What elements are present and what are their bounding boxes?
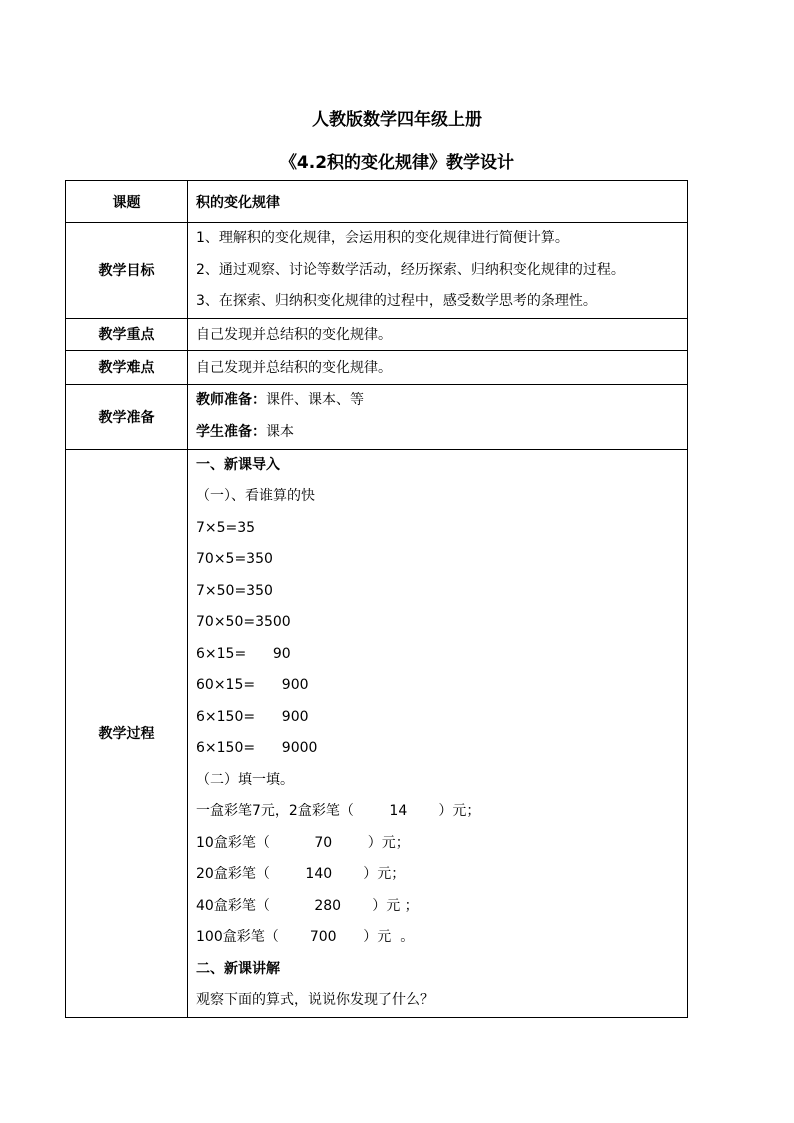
equation: 70×5=350	[196, 551, 273, 567]
equation: 6×15= 90	[196, 645, 291, 662]
part2-title: （二）填一填。	[196, 771, 294, 788]
section2-title: 二、新课讲解	[196, 960, 280, 977]
fill-item: 100盒彩笔（ 700 ）元 。	[196, 929, 415, 945]
preparation-content	[188, 384, 688, 449]
goals-label: 教学目标	[66, 223, 188, 319]
preparation-label: 教学准备	[66, 384, 188, 449]
equation: 7×5=35	[196, 519, 256, 536]
section1-title: 一、新课导入	[196, 456, 280, 473]
goal-item: 1、理解积的变化规律，会运用积的变化规律进行简便计算。	[196, 230, 569, 246]
student-preparation	[196, 417, 687, 449]
key-point-label: 教学重点	[66, 318, 188, 350]
section2-text: 观察下面的算式，说说你发现了什么？	[196, 992, 434, 1008]
lesson-title: 《4.2积的变化规律》教学设计	[279, 153, 515, 173]
process-content	[188, 449, 688, 1017]
preparation-row	[66, 384, 688, 449]
key-point-row	[66, 318, 688, 350]
teacher-prep-value: 课件、课本、等	[266, 392, 364, 408]
lesson-plan-table	[65, 180, 688, 1018]
fill-item: 40盒彩笔（ 280 ）元 ；	[196, 897, 419, 914]
goal-item: 3、在探索、归纳积变化规律的过程中，感受数学思考的条理性。	[196, 293, 597, 309]
topic-row	[66, 181, 688, 223]
process-row	[66, 449, 688, 1017]
topic-value: 积的变化规律	[188, 181, 688, 223]
process-label: 教学过程	[66, 449, 188, 1017]
teacher-prep-label: 教师准备：	[196, 392, 266, 408]
difficulty-label: 教学难点	[66, 350, 188, 384]
equation: 60×15= 900	[196, 677, 309, 693]
student-prep-value: 课本	[266, 423, 294, 440]
equation: 7×50=350	[196, 582, 273, 599]
part1-title: （一）、看谁算的快	[196, 488, 315, 504]
goals-row	[66, 223, 688, 319]
topic-label: 课题	[66, 181, 188, 223]
fill-item: 10盒彩笔（ 70 ）元；	[196, 834, 410, 851]
teacher-preparation	[196, 385, 687, 417]
goals-content	[188, 223, 688, 319]
difficulty-row	[66, 350, 688, 384]
fill-item: 一盒彩笔7元，2盒彩笔（ 14 ）元；	[196, 803, 481, 819]
difficulty-value: 自己发现并总结积的变化规律。	[188, 350, 688, 384]
equation: 6×150= 9000	[196, 740, 318, 756]
goal-item: 2、通过观察、讨论等数学活动，经历探索、归纳积变化规律的过程。	[196, 261, 625, 278]
document-title: 人教版数学四年级上册	[312, 110, 482, 130]
equation: 6×150= 900	[196, 708, 309, 725]
fill-item: 20盒彩笔（ 140 ）元；	[196, 866, 406, 882]
student-prep-label: 学生准备：	[196, 423, 266, 440]
key-point-value: 自己发现并总结积的变化规律。	[188, 318, 688, 350]
equation: 70×50=3500	[196, 614, 291, 630]
